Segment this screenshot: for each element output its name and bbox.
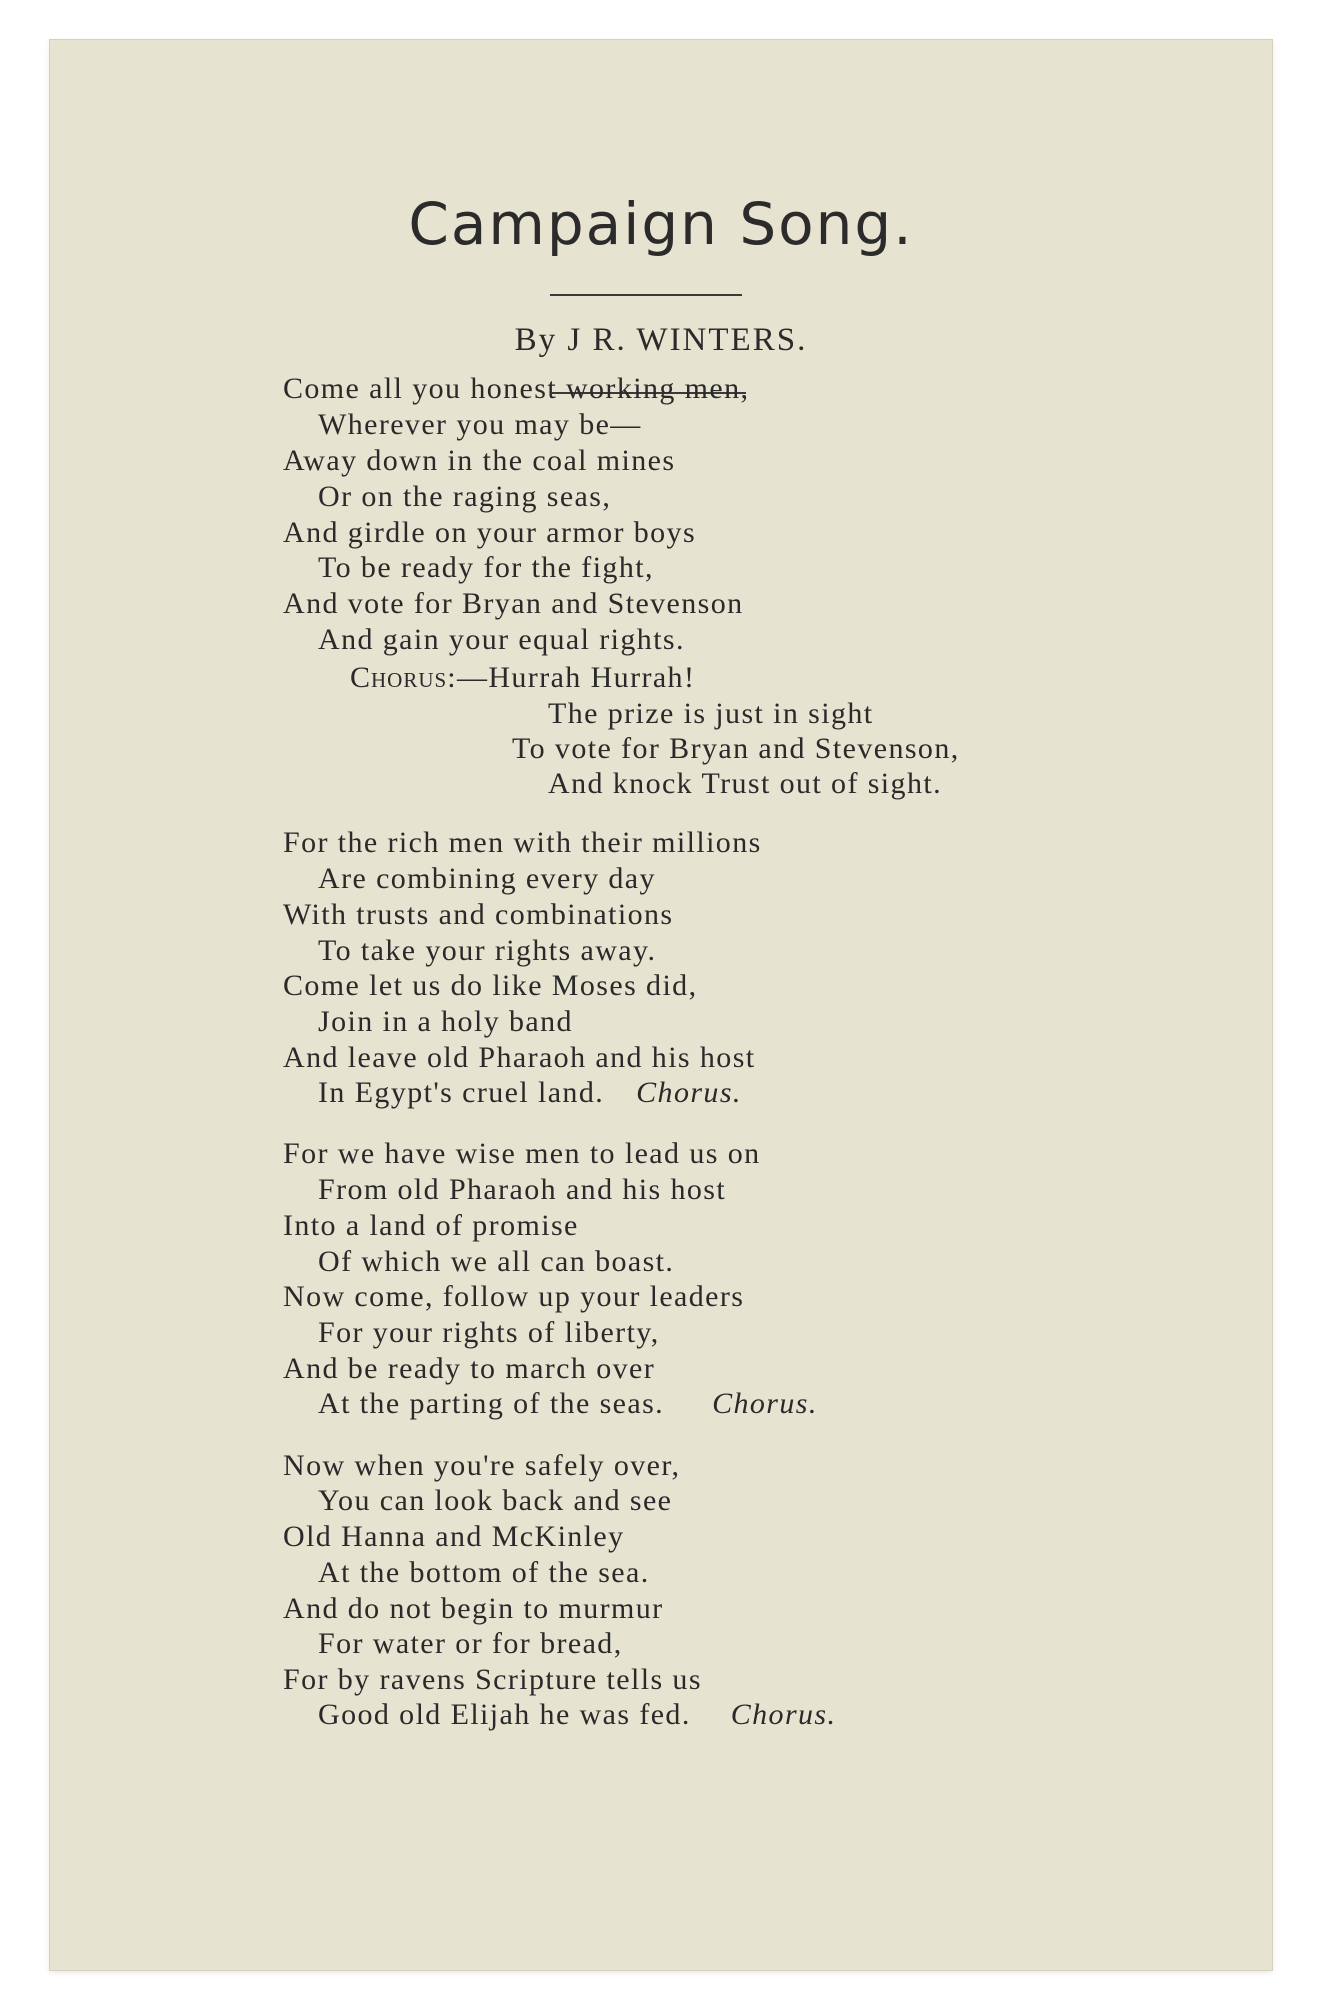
- chorus-marker: Chorus.: [712, 1387, 818, 1420]
- verse-2-line-8-text: In Egypt's cruel land.: [318, 1076, 605, 1109]
- verse-1-line-3: Away down in the coal mines: [283, 444, 676, 477]
- verse-2-line-1: For the rich men with their millions: [283, 826, 762, 859]
- chorus-first-line: [350, 661, 695, 695]
- verse-3-line-8: [318, 1387, 818, 1421]
- verse-3-line-2: From old Pharaoh and his host: [318, 1173, 727, 1206]
- verse-2-line-7: And leave old Pharaoh and his host: [283, 1041, 756, 1074]
- verse-4-line-2: You can look back and see: [318, 1484, 673, 1517]
- verse-3-line-6: For your rights of liberty,: [318, 1316, 660, 1349]
- verse-3-line-7: And be ready to march over: [283, 1352, 656, 1385]
- verse-2-line-4: To take your rights away.: [318, 934, 657, 967]
- verse-3-line-5: Now come, follow up your leaders: [283, 1280, 745, 1313]
- verse-4-line-5: And do not begin to murmur: [283, 1592, 664, 1625]
- verse-1-line-4: Or on the raging seas,: [318, 480, 612, 513]
- verse-3-line-8-text: At the parting of the seas.: [318, 1387, 665, 1420]
- verse-4-line-3: Old Hanna and McKinley: [283, 1520, 625, 1553]
- song-sheet: [50, 40, 1272, 1970]
- verse-2-line-2: Are combining every day: [318, 862, 656, 895]
- verse-3-line-1: For we have wise men to lead us on: [283, 1137, 761, 1170]
- verse-1-line-7: And vote for Bryan and Stevenson: [283, 587, 744, 620]
- verse-4-line-4: At the bottom of the sea.: [318, 1556, 650, 1589]
- verse-4-line-8-text: Good old Elijah he was fed.: [318, 1698, 691, 1731]
- verse-1-line-6: To be ready for the fight,: [318, 551, 654, 584]
- chorus-line-2: The prize is just in sight: [548, 697, 874, 730]
- title-rule: [550, 294, 742, 296]
- chorus-marker: Chorus.: [636, 1076, 742, 1109]
- verse-4-line-8: [318, 1698, 836, 1732]
- verse-1-line-8: And gain your equal rights.: [318, 623, 685, 656]
- verse-4-line-1: Now when you're safely over,: [283, 1449, 681, 1482]
- verse-2-line-3: With trusts and combinations: [283, 898, 674, 931]
- verse-3-line-4: Of which we all can boast.: [318, 1245, 675, 1278]
- verse-4-line-7: For by ravens Scripture tells us: [283, 1663, 702, 1696]
- verse-3-line-3: Into a land of promise: [283, 1209, 579, 1242]
- chorus-marker: Chorus.: [730, 1698, 837, 1731]
- chorus-line-4: And knock Trust out of sight.: [548, 767, 942, 800]
- verse-2-line-5: Come let us do like Moses did,: [283, 969, 698, 1002]
- song-title: Campaign Song.: [408, 190, 914, 258]
- chorus-line-3: To vote for Bryan and Stevenson,: [512, 732, 960, 765]
- chorus-hurrah: :—Hurrah Hurrah!: [447, 661, 696, 694]
- verse-1-line-5: And girdle on your armor boys: [283, 516, 697, 549]
- verse-2-line-6: Join in a holy band: [318, 1005, 573, 1038]
- author-byline: By J R. WINTERS.: [514, 322, 808, 358]
- verse-1-line-2: Wherever you may be—: [318, 408, 642, 441]
- chorus-label: Chorus: [350, 661, 448, 694]
- verse-4-line-6: For water or for bread,: [318, 1627, 623, 1660]
- verse-1-line-1: Come all you honest working men,: [283, 372, 750, 405]
- verse-2-line-8: [318, 1076, 742, 1110]
